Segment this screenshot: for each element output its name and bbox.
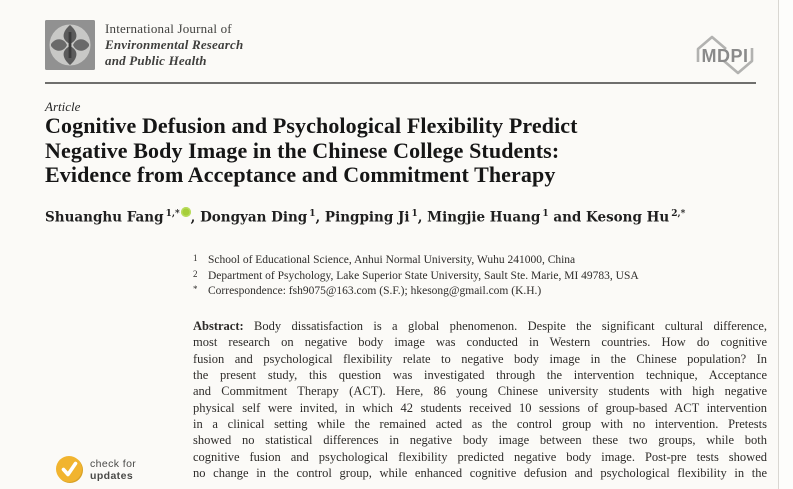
paper-title [45, 114, 745, 188]
affiliation-text: Department of Psychology, Lake Superior State University, Sault Ste. Marie, MI 49783, USA [208, 269, 639, 282]
check-updates-line2: updates [90, 469, 134, 482]
affiliation-marker: * [193, 284, 198, 295]
check-updates-line1: check for [90, 457, 137, 470]
affiliation-text: Correspondence: fsh9075@163.com (S.F.); hkesong@gmail.com (K.H.) [208, 285, 542, 298]
author-superscript: 1 [411, 209, 418, 219]
affiliation-row [193, 284, 767, 300]
author-name: Dongyan Ding [200, 209, 308, 226]
author-superscript: 1,* [165, 209, 180, 219]
title-line-3: Evidence from Acceptance and Commitment Therapy [45, 162, 556, 188]
mdpi-logo[interactable] [693, 33, 757, 77]
author-separator: and [548, 209, 587, 226]
abstract-line: the present study, this question was investigated through the intervention technique, Acceptance [193, 368, 767, 383]
abstract-label: Abstract: [193, 319, 244, 333]
abstract-line: cognitive fusion and psychological flexibility predicted negative body image. Post-pre tests showed [193, 449, 767, 464]
article-type-label: Article [45, 99, 81, 114]
affiliation-marker: 1 [193, 253, 198, 263]
abstract-line: physical self were invited, in which 42 students received 10 sessions of group-based ACT intervention [193, 400, 767, 415]
abstract-line-text: Body dissatisfaction is a global phenomenon. Despite the significant cultural difference, [254, 319, 768, 333]
header-rule [45, 82, 756, 84]
orcid-icon[interactable] [181, 207, 191, 217]
authors-line [45, 209, 755, 226]
author-name: Mingjie Huang [427, 209, 541, 226]
affiliation-marker: 2 [193, 268, 198, 279]
page-edge-strip [779, 0, 793, 489]
title-line-2: Negative Body Image in the Chinese College Students: [45, 137, 560, 163]
abstract-line: fusion and psychological flexibility relate to negative body image in the Chinese population? In [193, 351, 767, 366]
author-superscript: 1 [542, 209, 549, 219]
affiliations [193, 253, 767, 300]
abstract-line: no change in the control group, while enhanced cognitive defusion and psychological flexibility in the [193, 466, 767, 481]
check-updates-badge[interactable] [55, 455, 136, 484]
author-name: Pingping Ji [324, 209, 410, 226]
mdpi-logo-text: MDPI [701, 46, 749, 66]
affiliation-row [193, 253, 767, 269]
affiliation-row [193, 269, 767, 285]
abstract-line: showed no statistical differences in negative body image between these two groups, while both [193, 433, 767, 448]
abstract-line [193, 318, 767, 334]
journal-name-line3: and Public Health [105, 53, 207, 68]
author-superscript: 1 [309, 209, 316, 219]
author-separator: , [417, 209, 428, 226]
journal-name-line2: Environmental Research [105, 37, 244, 52]
abstract [193, 318, 767, 481]
author-separator: , [190, 209, 201, 226]
affiliation-text: School of Educational Science, Anhui Normal University, Wuhu 241000, China [208, 254, 576, 266]
check-updates-text [90, 458, 136, 482]
journal-logo [45, 20, 95, 70]
author-name: Kesong Hu [586, 209, 670, 226]
journal-name [105, 21, 243, 69]
author-separator: , [315, 209, 325, 226]
title-line-1: Cognitive Defusion and Psychological Flexibility Predict [45, 113, 578, 138]
abstract-line: and Commitment Therapy (ACT). Here, 86 young Chinese university students with high negative [193, 384, 767, 399]
abstract-line: in a clinical setting while the remained acted as the control group with no intervention. Pretests [193, 417, 767, 432]
author-superscript: 2,* [671, 209, 686, 219]
author-name: Shuanghu Fang [45, 209, 164, 226]
journal-name-line1: International Journal of [105, 21, 232, 36]
abstract-line: most research on negative body image was conducted in Western countries. How do cognitive [193, 335, 767, 350]
check-icon [55, 455, 84, 484]
